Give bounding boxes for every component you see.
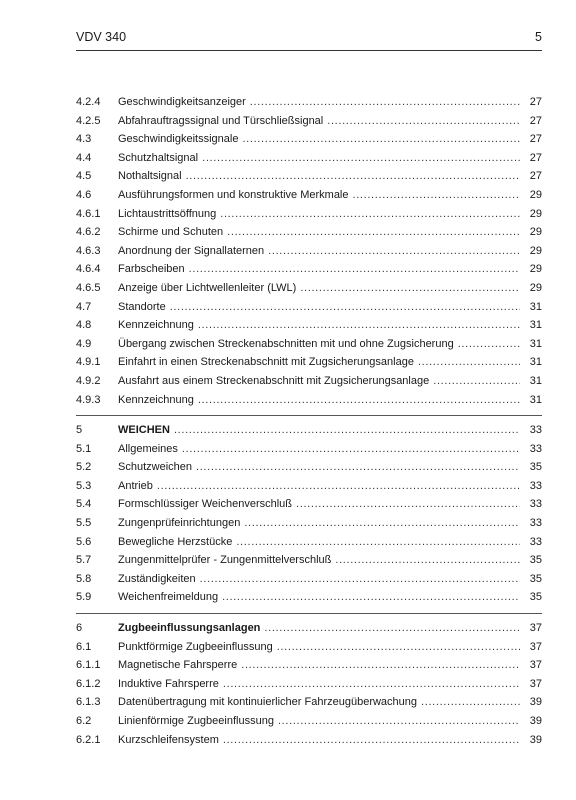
toc-entry: [76, 316, 542, 335]
toc-entry-title: Punktförmige Zugbeeinflussung: [118, 640, 273, 653]
document-id: VDV 340: [76, 30, 127, 44]
toc-entry: [76, 260, 542, 279]
dot-leader: [327, 112, 520, 131]
toc-entry-title: Lichtaustrittsöffnung: [118, 207, 217, 220]
dot-leader: [458, 335, 520, 354]
toc-entry-title: Standorte: [118, 300, 166, 313]
toc-entry: [76, 167, 542, 186]
toc-entry-page: 31: [529, 337, 542, 350]
toc-chapter-title: WEICHEN: [118, 424, 170, 437]
toc-entry: [76, 223, 542, 242]
toc-entry-page: 33: [529, 479, 542, 492]
toc-entry-number: 4.3: [76, 133, 92, 146]
toc-entry-title: Kennzeichnung: [118, 393, 194, 406]
toc-entry: [76, 551, 542, 570]
toc-entry: [76, 130, 542, 149]
toc-entry-title: Antrieb: [118, 479, 153, 492]
toc-entry-number: 4.2.4: [76, 96, 101, 108]
dot-leader: [223, 731, 520, 750]
toc-entry-title: Ausführungsformen und konstruktive Merkmale: [118, 188, 349, 201]
dot-leader: [189, 260, 520, 279]
toc-entry-page: 27: [529, 151, 542, 164]
toc-entry-number: 6.1.3: [76, 696, 101, 709]
toc-entry-number: 4.6.4: [76, 263, 101, 276]
toc-entry-page: 35: [529, 572, 542, 585]
dot-leader: [200, 570, 520, 589]
toc-entry-title: Zungenmittelprüfer - Zungenmittelverschluß: [118, 554, 332, 567]
toc-entry-number: 5.5: [76, 517, 92, 530]
toc-entry-title: Formschlüssiger Weichenverschluß: [118, 498, 293, 511]
toc-entry-title: Abfahrauftragssignal und Türschließsignal: [118, 114, 324, 127]
header-rule: [76, 50, 542, 51]
toc-entry: [76, 242, 542, 261]
toc-entry: [76, 149, 542, 168]
toc-entry-number: 4.9.3: [76, 393, 101, 406]
dot-leader: [353, 186, 521, 205]
toc-entry-page: 29: [529, 244, 542, 257]
toc-entry-number: 4.9.1: [76, 356, 101, 369]
toc-entry-page: 31: [529, 300, 542, 313]
toc-entry-number: 4.2.5: [76, 114, 101, 127]
dot-leader: [223, 675, 520, 694]
toc-entry-number: 5.9: [76, 591, 92, 604]
toc-entry-title: Zuständigkeiten: [118, 572, 196, 585]
toc-entry-number: 5.2: [76, 461, 92, 474]
toc-entry-page: 29: [529, 207, 542, 220]
dot-leader: [198, 391, 520, 410]
toc-entry-number: 6.1: [76, 640, 92, 653]
page-number: 5: [535, 30, 542, 44]
toc-entry: [76, 298, 542, 317]
toc-entry-number: 4.4: [76, 151, 92, 164]
toc-entry-title: Weichenfreimeldung: [118, 591, 219, 604]
toc-entry-page: 39: [529, 733, 542, 746]
toc-entry-number: 5.4: [76, 498, 92, 511]
toc-entry-number: 5.3: [76, 479, 92, 492]
toc-entry-page: 31: [529, 356, 542, 369]
dot-leader: [421, 693, 520, 712]
toc-entry-number: 4.6: [76, 188, 92, 201]
dot-leader: [182, 440, 520, 459]
toc-entry: [76, 731, 542, 750]
toc-entry-number: 4.5: [76, 170, 92, 183]
toc-entry-title: Ausfahrt aus einem Streckenabschnitt mit Zugsicherungsanlage: [118, 374, 430, 387]
toc-entry-title: Schutzweichen: [118, 461, 192, 474]
toc-entry-page: 33: [529, 498, 542, 511]
toc-entry: [76, 205, 542, 224]
toc-entry-number: 5.8: [76, 572, 92, 585]
toc-entry-page: 37: [529, 622, 542, 635]
toc-entry-title: Magnetische Fahrsperre: [118, 659, 238, 672]
toc-entry: [76, 533, 542, 552]
toc-entry-page: 33: [529, 517, 542, 530]
dot-leader: [222, 588, 520, 607]
toc-entry-page: 29: [529, 188, 542, 201]
dot-leader: [277, 638, 520, 657]
toc-entry-page: 31: [529, 393, 542, 406]
toc-entry: [76, 656, 542, 675]
toc-entry: [76, 675, 542, 694]
toc-entry-title: Kennzeichnung: [118, 319, 194, 332]
toc-entry-title: Schutzhaltsignal: [118, 151, 199, 164]
toc-entry-title: Kurzschleifensystem: [118, 733, 219, 746]
toc-entry-title: Einfahrt in einen Streckenabschnitt mit Zugsicherungsanlage: [118, 356, 414, 369]
toc-entry-title: Anzeige über Lichtwellenleiter (LWL): [118, 281, 297, 294]
toc-entry: [76, 570, 542, 589]
toc-entry-title: Anordnung der Signallaternen: [118, 244, 265, 257]
dot-leader: [196, 458, 520, 477]
dot-leader: [300, 279, 520, 298]
section-divider: [76, 415, 542, 416]
toc-entry-number: 6: [76, 622, 83, 635]
toc-entry-title: Linienförmige Zugbeeinflussung: [118, 715, 274, 727]
dot-leader: [174, 421, 520, 440]
toc-entry: [76, 495, 542, 514]
toc-entry: [76, 440, 542, 459]
toc-entry-page: 35: [529, 554, 542, 567]
toc-entry-number: 5: [76, 424, 83, 437]
toc-chapter-title: Zugbeeinflussungsanlagen: [118, 622, 261, 635]
toc-entry: [76, 372, 542, 391]
dot-leader: [157, 477, 520, 496]
dot-leader: [198, 316, 520, 335]
dot-leader: [418, 353, 520, 372]
toc-entry: [76, 458, 542, 477]
dot-leader: [236, 533, 520, 552]
toc-entry-number: 5.1: [76, 442, 92, 455]
toc-entry-number: 5.6: [76, 535, 92, 548]
toc-entry: [76, 186, 542, 205]
toc-entry: [76, 391, 542, 410]
toc-entry-page: 37: [529, 659, 542, 672]
section-divider: [76, 613, 542, 614]
toc-entry: [76, 112, 542, 131]
toc-entry-title: Schirme und Schuten: [118, 226, 224, 239]
toc-entry: [76, 514, 542, 533]
toc-entry-page: 27: [529, 114, 542, 127]
toc-entry-title: Nothaltsignal: [118, 170, 182, 183]
toc-entry-page: 27: [529, 96, 542, 108]
toc-entry: [76, 638, 542, 657]
toc-entry-page: 31: [529, 374, 542, 387]
toc-entry: [76, 335, 542, 354]
dot-leader: [335, 551, 520, 570]
toc-entry-number: 6.1.2: [76, 677, 101, 690]
toc-entry-number: 4.6.1: [76, 207, 101, 220]
dot-leader: [242, 130, 520, 149]
toc-entry: [76, 588, 542, 607]
dot-leader: [220, 205, 520, 224]
toc-entry-page: 39: [529, 696, 542, 709]
dot-leader: [433, 372, 520, 391]
toc-entry-page: 27: [529, 170, 542, 183]
toc-entry-page: 29: [529, 263, 542, 276]
toc-entry-number: 4.6.2: [76, 226, 101, 239]
toc-entry-page: 39: [529, 715, 542, 727]
toc-entry-title: Farbscheiben: [118, 263, 185, 276]
toc-entry: [76, 93, 542, 112]
toc-entry-page: 33: [529, 442, 542, 455]
toc-entry: [76, 477, 542, 496]
toc-entry-page: 35: [529, 461, 542, 474]
dot-leader: [250, 93, 520, 112]
toc-entry-page: 33: [529, 535, 542, 548]
toc-entry: [76, 421, 542, 440]
toc-entry-number: 4.6.3: [76, 244, 101, 257]
dot-leader: [186, 167, 520, 186]
toc-entry-page: 31: [529, 319, 542, 332]
dot-leader: [202, 149, 520, 168]
dot-leader: [170, 298, 520, 317]
toc-entry-title: Geschwindigkeitssignale: [118, 133, 239, 146]
dot-leader: [278, 712, 520, 731]
toc-entry-page: 37: [529, 677, 542, 690]
toc-entry-title: Zungenprüfeinrichtungen: [118, 517, 241, 530]
dot-leader: [227, 223, 520, 242]
toc-entry-number: 4.6.5: [76, 281, 101, 294]
table-of-contents: [76, 93, 542, 749]
toc-entry-title: Bewegliche Herzstücke: [118, 535, 233, 548]
toc-entry-number: 4.9: [76, 337, 92, 350]
toc-entry-number: 5.7: [76, 554, 92, 567]
toc-entry-title: Induktive Fahrsperre: [118, 677, 219, 690]
page-header: [76, 30, 542, 48]
dot-leader: [296, 495, 520, 514]
toc-entry-number: 4.7: [76, 300, 92, 313]
toc-entry-number: 4.9.2: [76, 374, 101, 387]
toc-entry: [76, 693, 542, 712]
toc-entry: [76, 619, 542, 638]
toc-entry-title: Geschwindigkeitsanzeiger: [118, 96, 246, 108]
toc-entry-number: 4.8: [76, 319, 92, 332]
toc-entry-title: Übergang zwischen Streckenabschnitten mit und ohne Zugsicherung: [118, 337, 454, 350]
toc-entry: [76, 712, 542, 731]
toc-entry-number: 6.1.1: [76, 659, 101, 672]
dot-leader: [241, 656, 520, 675]
toc-entry-page: 35: [529, 591, 542, 604]
toc-entry-number: 6.2.1: [76, 733, 101, 746]
toc-entry-title: Datenübertragung mit kontinuierlicher Fahrzeugüberwachung: [118, 696, 418, 709]
toc-entry-page: 29: [529, 281, 542, 294]
toc-entry-page: 37: [529, 640, 542, 653]
toc-entry-title: Allgemeines: [118, 442, 178, 455]
toc-entry-number: 6.2: [76, 715, 92, 727]
dot-leader: [244, 514, 520, 533]
toc-entry-page: 29: [529, 226, 542, 239]
toc-entry-page: 27: [529, 133, 542, 146]
dot-leader: [264, 619, 520, 638]
toc-entry-page: 33: [529, 424, 542, 437]
toc-entry: [76, 353, 542, 372]
dot-leader: [268, 242, 520, 261]
toc-entry: [76, 279, 542, 298]
